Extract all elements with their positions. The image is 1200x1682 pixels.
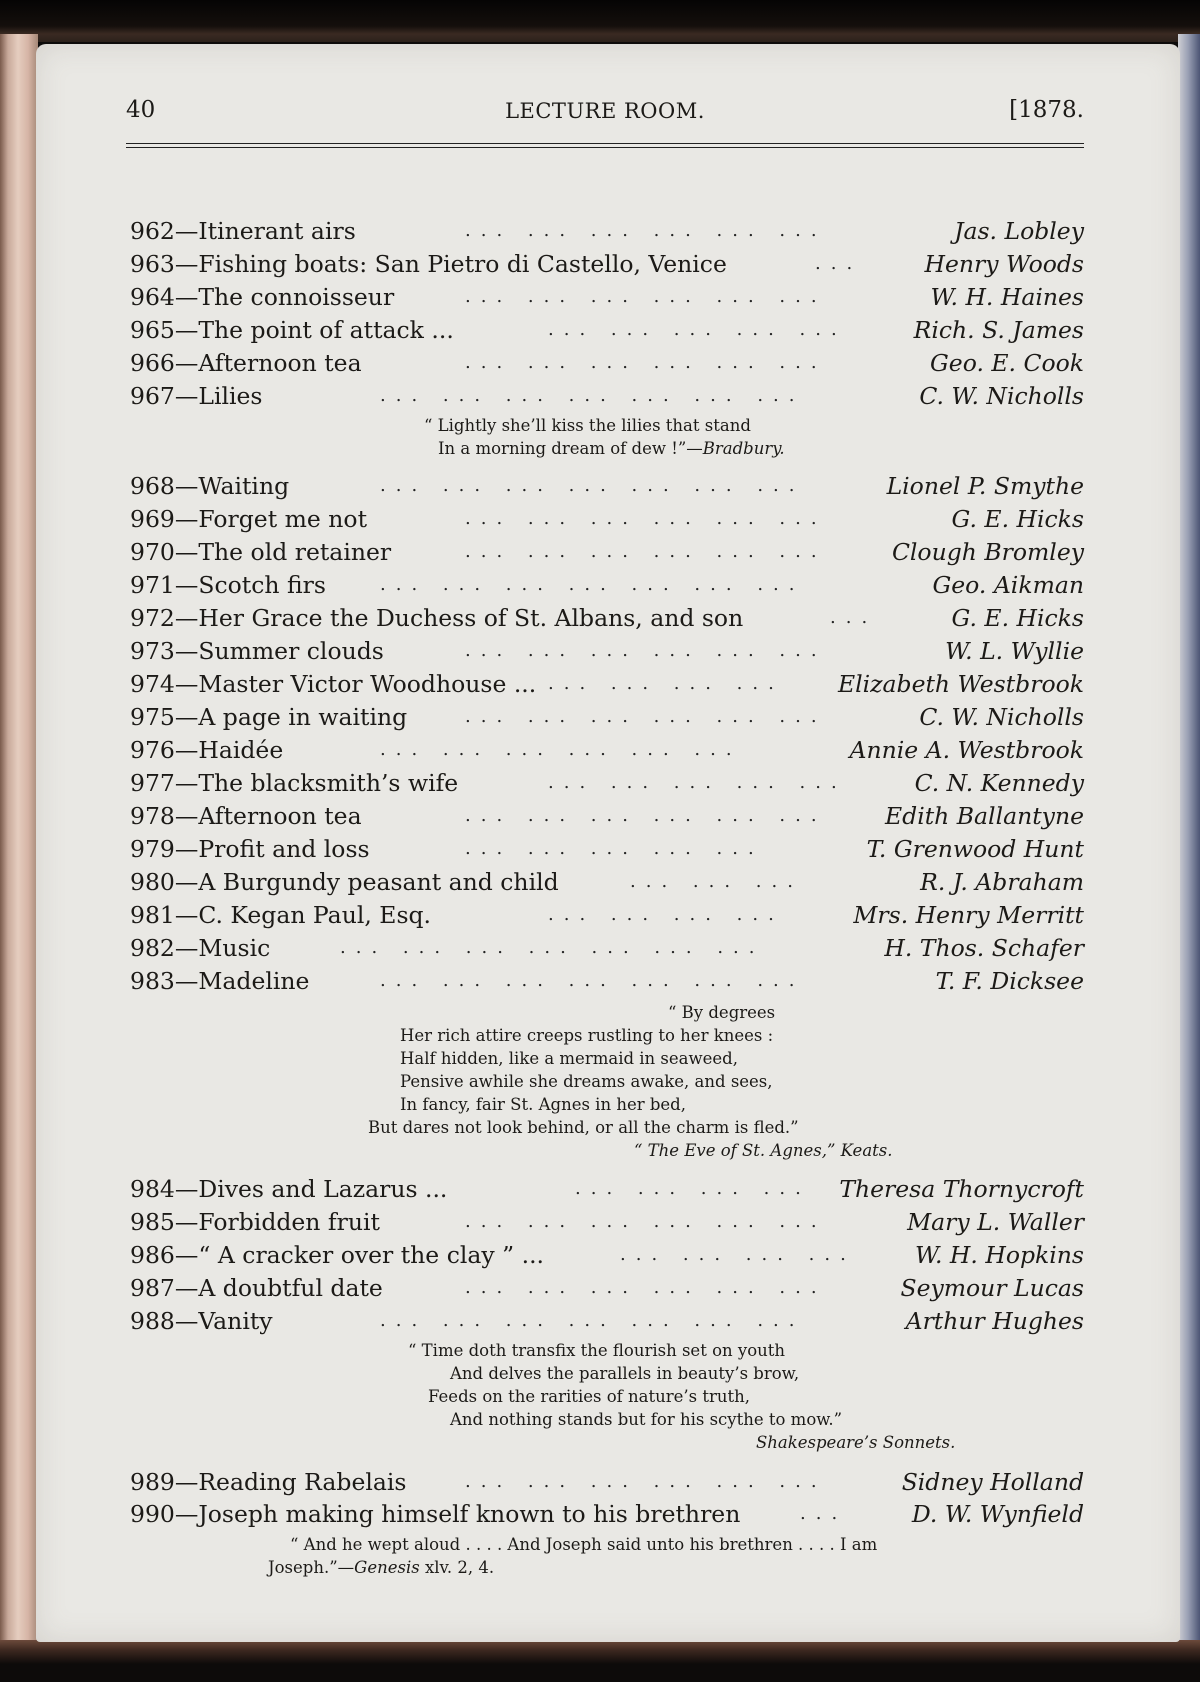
catalogue-entry [130, 281, 1084, 313]
dot-leader: ... ... ... ... ... [548, 772, 847, 793]
catalogue-entry [130, 1173, 1084, 1205]
epigraph-reference: xlv. 2, 4. [419, 1558, 495, 1577]
entry-artist: D. W. Wynfield [911, 1500, 1084, 1528]
entry-title: 980—A Burgundy peasant and child [130, 868, 559, 896]
catalogue-entry [130, 1466, 1084, 1498]
epigraph-line: Half hidden, like a mermaid in seaweed, [400, 1049, 738, 1068]
entry-artist: W. H. Hopkins [914, 1241, 1084, 1269]
entry-title: 969—Forget me not [130, 505, 368, 533]
entry-artist: Arthur Hughes [905, 1307, 1084, 1335]
dot-leader: ... ... ... ... ... ... ... [380, 475, 805, 496]
epigraph-line: “ And he wept aloud . . . . And Joseph said unto his brethren . . . . I am [290, 1535, 878, 1554]
catalogue-entry [130, 899, 1084, 931]
catalogue-entry [130, 347, 1084, 379]
catalogue-entry [130, 866, 1084, 898]
dot-leader: ... ... ... ... ... ... [465, 805, 827, 826]
catalogue-entry [130, 380, 1084, 412]
dot-leader: ... ... ... ... ... ... [465, 352, 827, 373]
epigraph-line [438, 438, 785, 460]
epigraph-attribution [756, 1432, 955, 1454]
dot-leader: ... ... ... ... ... ... ... [380, 970, 805, 991]
entry-artist: G. E. Hicks [951, 604, 1084, 632]
dot-leader: ... [800, 1503, 848, 1524]
catalogue-entry [130, 1305, 1084, 1337]
dot-leader: ... ... ... [630, 871, 803, 892]
entry-title: 978—Afternoon tea [130, 802, 362, 830]
entry-artist: R. J. Abraham [920, 868, 1084, 896]
dot-leader: ... ... ... ... ... ... [465, 640, 827, 661]
entry-title: 974—Master Victor Woodhouse ... [130, 670, 537, 698]
entry-artist: Theresa Thornycroft [839, 1175, 1084, 1203]
catalogue-entry [130, 932, 1084, 964]
entry-artist: Henry Woods [924, 250, 1084, 278]
entry-title: 963—Fishing boats: San Pietro di Castello, Venice [130, 250, 727, 278]
catalogue-entry [130, 965, 1084, 997]
dot-leader: ... ... ... ... ... ... [465, 286, 827, 307]
dot-leader: ... ... ... ... ... ... [465, 1471, 827, 1492]
epigraph-line: And delves the parallels in beauty’s brow, [450, 1364, 800, 1383]
catalogue-entry [130, 470, 1084, 502]
dot-leader: ... ... ... ... [575, 1178, 811, 1199]
entry-artist: Mary L. Waller [907, 1208, 1084, 1236]
entry-title: 990—Joseph making himself known to his brethren [130, 1500, 741, 1528]
epigraph-line: In fancy, fair St. Agnes in her bed, [400, 1095, 686, 1114]
dot-leader: ... ... ... ... ... ... ... [380, 385, 805, 406]
epigraph-attribution-text: “ The Eve of St. Agnes,” Keats. [634, 1141, 893, 1160]
dot-leader: ... ... ... ... ... [548, 319, 847, 340]
entry-artist: G. E. Hicks [951, 505, 1084, 533]
entry-artist: Clough Bromley [891, 538, 1084, 566]
entry-artist: Jas. Lobley [954, 217, 1084, 245]
entry-artist: Geo. Aikman [932, 571, 1084, 599]
dot-leader: ... ... ... ... ... ... ... [340, 937, 765, 958]
catalogue-entry [130, 248, 1084, 280]
catalogue-entry [130, 1498, 1084, 1530]
catalogue-entry [130, 833, 1084, 865]
catalogue-entry [130, 635, 1084, 667]
dot-leader: ... ... ... ... [548, 673, 784, 694]
dot-leader: ... ... ... ... [548, 904, 784, 925]
entry-title: 984—Dives and Lazarus ... [130, 1175, 448, 1203]
catalogue-entry [130, 536, 1084, 568]
entry-title: 968—Waiting [130, 472, 290, 500]
epigraph-attribution-text: Shakespeare’s Sonnets. [756, 1433, 956, 1452]
entry-title: 972—Her Grace the Duchess of St. Albans, and son [130, 604, 744, 632]
entry-title: 989—Reading Rabelais [130, 1468, 407, 1496]
entry-title: 977—The blacksmith’s wife [130, 769, 459, 797]
catalogue-entry [130, 602, 1084, 634]
dot-leader: ... ... ... ... ... ... [465, 508, 827, 529]
dot-leader: ... ... ... ... ... ... [380, 739, 742, 760]
dot-leader: ... ... ... ... ... ... [465, 1211, 827, 1232]
catalogue-entry [130, 1206, 1084, 1238]
catalogue-entry [130, 215, 1084, 247]
epigraph-line: And nothing stands but for his scythe to mow.” [450, 1410, 843, 1429]
epigraph-line: Pensive awhile she dreams awake, and sees, [400, 1072, 773, 1091]
entry-title: 967—Lilies [130, 382, 263, 410]
entry-artist: Mrs. Henry Merritt [853, 901, 1084, 929]
catalogue-entry [130, 767, 1084, 799]
epigraph-text: Joseph.”— [268, 1558, 355, 1577]
dot-leader: ... ... ... ... ... ... [465, 706, 827, 727]
epigraph-line: Feeds on the rarities of nature’s truth, [428, 1387, 750, 1406]
entry-artist: Sidney Holland [901, 1468, 1084, 1496]
entry-artist: Annie A. Westbrook [849, 736, 1084, 764]
header-rule [126, 143, 1084, 144]
entry-title: 985—Forbidden fruit [130, 1208, 380, 1236]
book-binding-bottom [0, 1640, 1200, 1682]
entry-title: 966—Afternoon tea [130, 349, 362, 377]
catalogue-entry [130, 1239, 1084, 1271]
epigraph-text: In a morning dream of dew !”— [438, 439, 703, 458]
epigraph-line: “ Time doth transfix the flourish set on youth [408, 1341, 786, 1360]
page-number: 40 [126, 97, 156, 123]
catalogue-entry [130, 1272, 1084, 1304]
entry-title: 981—C. Kegan Paul, Esq. [130, 901, 432, 929]
entry-title: 970—The old retainer [130, 538, 392, 566]
entry-artist: Geo. E. Cook [930, 349, 1084, 377]
entry-title: 965—The point of attack ... [130, 316, 454, 344]
entry-artist: Edith Ballantyne [885, 802, 1084, 830]
catalogue-entry [130, 800, 1084, 832]
dot-leader: ... [815, 253, 863, 274]
entry-artist: Lionel P. Smythe [886, 472, 1084, 500]
entry-artist: C. W. Nicholls [919, 703, 1084, 731]
page-edge-right [1178, 34, 1200, 1664]
entry-artist: T. Grenwood Hunt [866, 835, 1084, 863]
epigraph-line: But dares not look behind, or all the charm is fled.” [368, 1118, 799, 1137]
entry-title: 983—Madeline [130, 967, 310, 995]
catalogue-entry [130, 668, 1084, 700]
dot-leader: ... ... ... ... ... ... ... [380, 574, 805, 595]
entry-artist: C. W. Nicholls [919, 382, 1084, 410]
entry-artist: H. Thos. Schafer [884, 934, 1084, 962]
dot-leader: ... ... ... ... ... [465, 838, 764, 859]
entry-title: 973—Summer clouds [130, 637, 384, 665]
entry-title: 964—The connoisseur [130, 283, 395, 311]
catalogue-entry [130, 314, 1084, 346]
entry-title: 971—Scotch firs [130, 571, 326, 599]
entry-artist: W. H. Haines [930, 283, 1084, 311]
catalogue-entry [130, 503, 1084, 535]
epigraph-line: “ Lightly she’ll kiss the lilies that stand [424, 416, 751, 435]
entry-title: 987—A doubtful date [130, 1274, 383, 1302]
dot-leader: ... ... ... ... ... ... ... [380, 1310, 805, 1331]
entry-artist: W. L. Wyllie [945, 637, 1084, 665]
header-year: [1878. [1009, 97, 1084, 123]
dot-leader: ... ... ... ... ... ... [465, 541, 827, 562]
entry-artist: C. N. Kennedy [914, 769, 1084, 797]
dot-leader: ... ... ... ... ... ... [465, 1277, 827, 1298]
catalogue-entry [130, 569, 1084, 601]
running-header [126, 97, 1084, 137]
epigraph-attribution: Genesis [354, 1558, 420, 1577]
book-spine-edge [0, 34, 38, 1664]
entry-artist: T. F. Dicksee [935, 967, 1084, 995]
epigraph-attribution [634, 1140, 893, 1162]
epigraph-line: “ By degrees [668, 1003, 776, 1022]
epigraph-line: Her rich attire creeps rustling to her knees : [400, 1026, 774, 1045]
dot-leader: ... ... ... ... [620, 1244, 856, 1265]
epigraph-line [268, 1557, 494, 1579]
entry-title: 988—Vanity [130, 1307, 273, 1335]
entry-title: 986—“ A cracker over the clay ” ... [130, 1241, 545, 1269]
dot-leader: ... [830, 607, 878, 628]
dot-leader: ... ... ... ... ... ... [465, 220, 827, 241]
header-rule-thin [126, 147, 1084, 148]
entry-title: 975—A page in waiting [130, 703, 408, 731]
entry-artist: Rich. S. James [913, 316, 1084, 344]
entry-title: 979—Profit and loss [130, 835, 370, 863]
entry-artist: Seymour Lucas [900, 1274, 1084, 1302]
entry-title: 976—Haidée [130, 736, 284, 764]
entry-title: 982—Music [130, 934, 271, 962]
epigraph-attribution: Bradbury. [702, 439, 785, 458]
entry-title: 962—Itinerant airs [130, 217, 356, 245]
page-title: LECTURE ROOM. [505, 99, 705, 123]
catalogue-entry [130, 701, 1084, 733]
book-binding-top [0, 0, 1200, 42]
entry-artist: Elizabeth Westbrook [837, 670, 1084, 698]
catalogue-entry [130, 734, 1084, 766]
